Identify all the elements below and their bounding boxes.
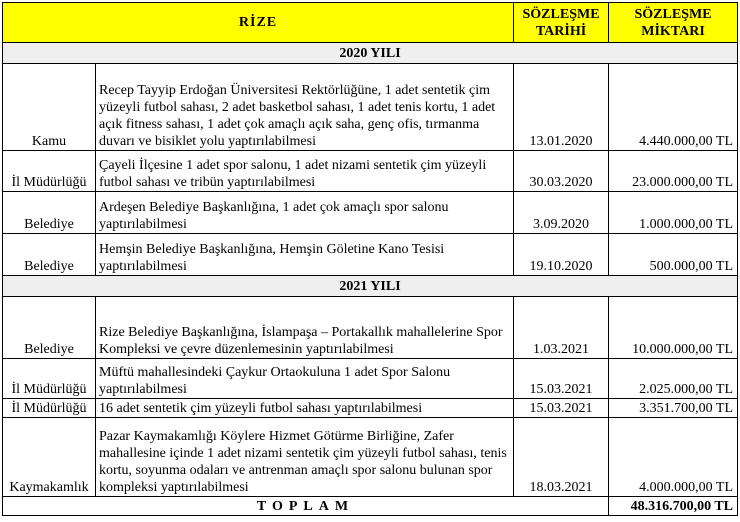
amount-cell: 4.000.000,00 TL <box>609 418 738 497</box>
date-cell: 30.03.2020 <box>514 151 609 192</box>
table-row <box>3 234 738 276</box>
description-cell: Hemşin Belediye Başkanlığına, Hemşin Göletine Kano Tesisi yaptırılabilmesi <box>96 234 514 276</box>
amount-cell: 1.000.000,00 TL <box>609 192 738 234</box>
amount-column-header-line2: MİKTARI <box>641 23 705 39</box>
date-cell: 19.10.2020 <box>514 234 609 276</box>
table-row <box>3 192 738 234</box>
amount-column-header-line1: SÖZLEŞME <box>634 6 712 22</box>
year-row-2021 <box>3 276 738 297</box>
page-title: RİZE <box>3 3 514 43</box>
total-label: TOPLAM <box>3 497 609 516</box>
description-cell: 16 adet sentetik çim yüzeyli futbol sahası yaptırılabilmesi <box>96 399 514 418</box>
amount-cell: 3.351.700,00 TL <box>609 399 738 418</box>
amount-column-header <box>609 3 738 43</box>
description-cell: Pazar Kaymakamlığı Köylere Hizmet Götürme Birliğine, Zafer mahallesine içinde 1 adet nizami sentetik çim yüzeyli futbol sahası, tenis kortu, soyunma odaları ve antrenman amaçlı spor salonu bulunan spor kompleksi yaptırılabilmesi <box>96 418 514 497</box>
date-cell: 3.09.2020 <box>514 192 609 234</box>
amount-cell: 4.440.000,00 TL <box>609 64 738 151</box>
amount-cell: 23.000.000,00 TL <box>609 151 738 192</box>
date-column-header-line1: SÖZLEŞME <box>522 6 600 22</box>
description-cell: Rize Belediye Başkanlığına, İslampaşa – Portakallık mahallelerine Spor Kompleksi ve çevre düzenlemesinin yaptırılabilmesi <box>96 297 514 359</box>
date-cell: 15.03.2021 <box>514 359 609 399</box>
category-cell: Belediye <box>3 297 96 359</box>
category-cell: İl Müdürlüğü <box>3 359 96 399</box>
description-cell: Çayeli İlçesine 1 adet spor salonu, 1 adet nizami sentetik çim yüzeyli futbol sahası ve tribün yaptırılabilmesi <box>96 151 514 192</box>
description-cell: Müftü mahallesindeki Çaykur Ortaokuluna 1 adet Spor Salonu yaptırılabilmesi <box>96 359 514 399</box>
date-column-header <box>514 3 609 43</box>
table-row <box>3 151 738 192</box>
table-row <box>3 297 738 359</box>
table-row <box>3 399 738 418</box>
category-cell: İl Müdürlüğü <box>3 399 96 418</box>
description-cell: Ardeşen Belediye Başkanlığına, 1 adet çok amaçlı spor salonu yaptırılabilmesi <box>96 192 514 234</box>
description-cell: Recep Tayyip Erdoğan Üniversitesi Rektörlüğüne, 1 adet sentetik çim yüzeyli futbol sahası, 2 adet basketbol sahası, 1 adet tenis kortu, 1 adet açık fitness sahası, 1 adet çok amaçlı açık saha, genç ofis, tırmanma duvarı ve bisiklet yolu yaptırılabilmesi <box>96 64 514 151</box>
category-cell: Belediye <box>3 234 96 276</box>
table-row <box>3 359 738 399</box>
amount-cell: 500.000,00 TL <box>609 234 738 276</box>
amount-cell: 10.000.000,00 TL <box>609 297 738 359</box>
category-cell: İl Müdürlüğü <box>3 151 96 192</box>
category-cell: Kamu <box>3 64 96 151</box>
header-row <box>3 3 738 43</box>
category-cell: Belediye <box>3 192 96 234</box>
date-cell: 15.03.2021 <box>514 399 609 418</box>
table-row <box>3 418 738 497</box>
total-amount: 48.316.700,00 TL <box>609 497 738 516</box>
table-row <box>3 64 738 151</box>
contracts-table <box>2 2 738 516</box>
date-cell: 13.01.2020 <box>514 64 609 151</box>
total-row <box>3 497 738 516</box>
year-label-2021: 2021 YILI <box>3 276 738 297</box>
date-column-header-line2: TARİHİ <box>535 23 587 39</box>
date-cell: 18.03.2021 <box>514 418 609 497</box>
year-label-2020: 2020 YILI <box>3 43 738 64</box>
year-row-2020 <box>3 43 738 64</box>
amount-cell: 2.025.000,00 TL <box>609 359 738 399</box>
date-cell: 1.03.2021 <box>514 297 609 359</box>
category-cell: Kaymakamlık <box>3 418 96 497</box>
